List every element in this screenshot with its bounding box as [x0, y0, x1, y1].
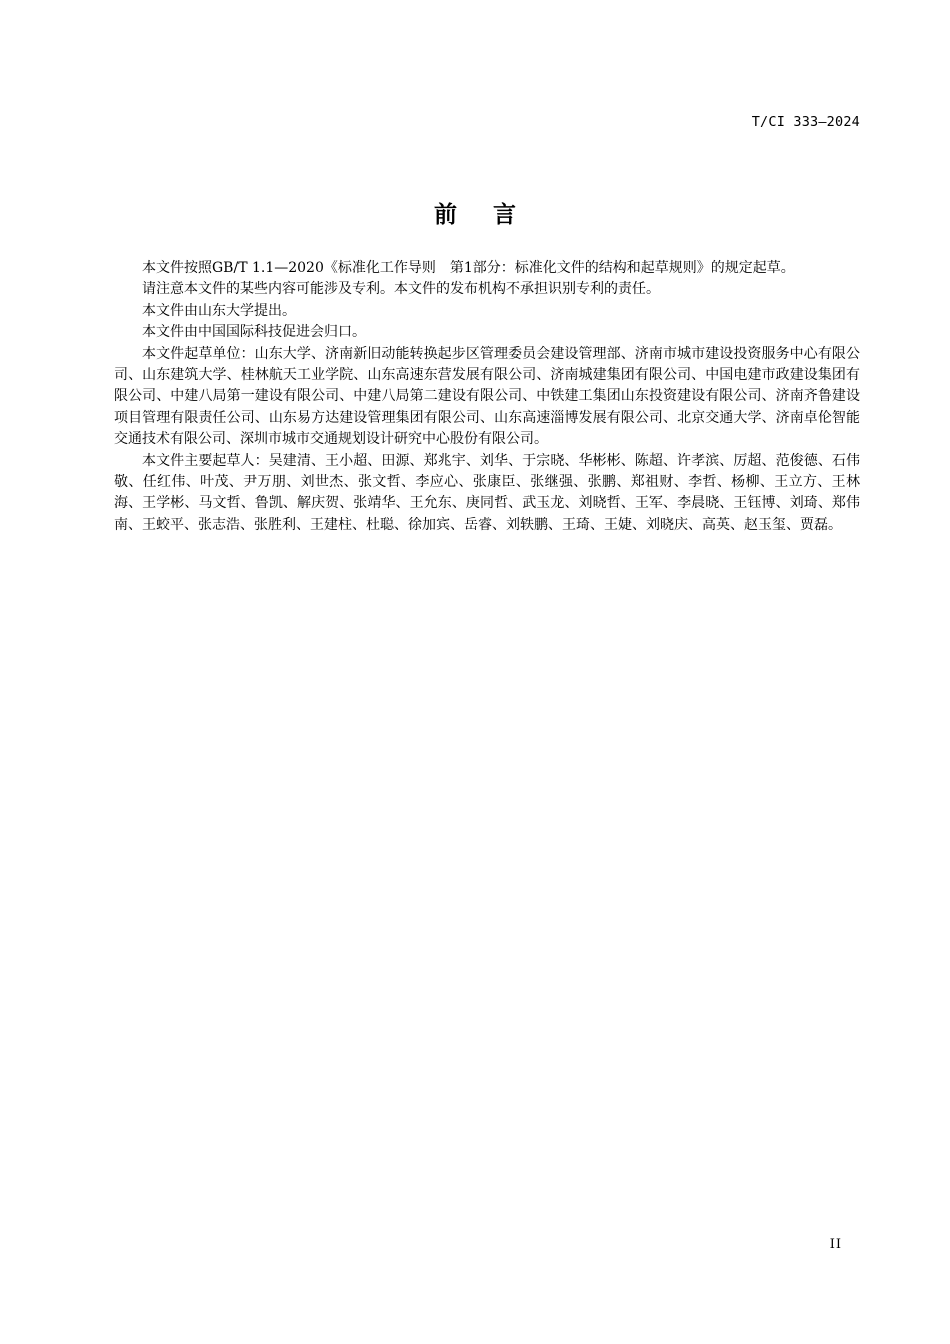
paragraph-drafting-units: 本文件起草单位：山东大学、济南新旧动能转换起步区管理委员会建设管理部、济南市城市建设投资服务中心有限公司、山东建筑大学、桂林航天工业学院、山东高速东营发展有限公司、济南城建集团有限公司、中国电建市政建设集团有限公司、中建八局第一建设有限公司、中建八局第二建设有限公司、中铁建工集团山东投资建设有限公司、济南齐鲁建设项目管理有限责任公司、山东易方达建设管理集团有限公司、山东高速淄博发展有限公司、北京交通大学、济南卓伦智能交通技术有限公司、深圳市城市交通规划设计研究中心股份有限公司。	[114, 345, 860, 448]
page-number: II	[829, 1237, 842, 1252]
paragraph-proposer: 本文件由山东大学提出。	[142, 302, 296, 319]
document-id: T/CI 333—2024	[751, 114, 860, 130]
page-title: 前言	[434, 202, 552, 228]
paragraph-drafting-rules: 本文件按照GB/T 1.1—2020《标准化工作导则 第1部分：标准化文件的结构和起草规则》的规定起草。	[142, 260, 795, 276]
paragraph-centralized-unit: 本文件由中国国际科技促进会归口。	[142, 324, 366, 341]
paragraph-main-drafters: 本文件主要起草人：吴建清、王小超、田源、郑兆宇、刘华、于宗晓、华彬彬、陈超、许孝滨、厉超、范俊德、石伟敬、任红伟、叶茂、尹万朋、刘世杰、张文哲、李应心、张康臣、张继强、张鹏、郑祖财、李哲、杨柳、王立方、王林海、王学彬、马文哲、鲁凯、解庆贺、张靖华、王允东、庚同哲、武玉龙、刘晓哲、王军、李晨晓、王钰博、刘琦、郑伟南、王蛟平、张志浩、张胜利、王建柱、杜聪、徐加宾、岳睿、刘轶鹏、王琦、王婕、刘晓庆、高英、赵玉玺、贾磊。	[114, 452, 860, 533]
foreword-body	[114, 258, 860, 536]
paragraph-patent-notice: 请注意本文件的某些内容可能涉及专利。本文件的发布机构不承担识别专利的责任。	[142, 281, 660, 298]
